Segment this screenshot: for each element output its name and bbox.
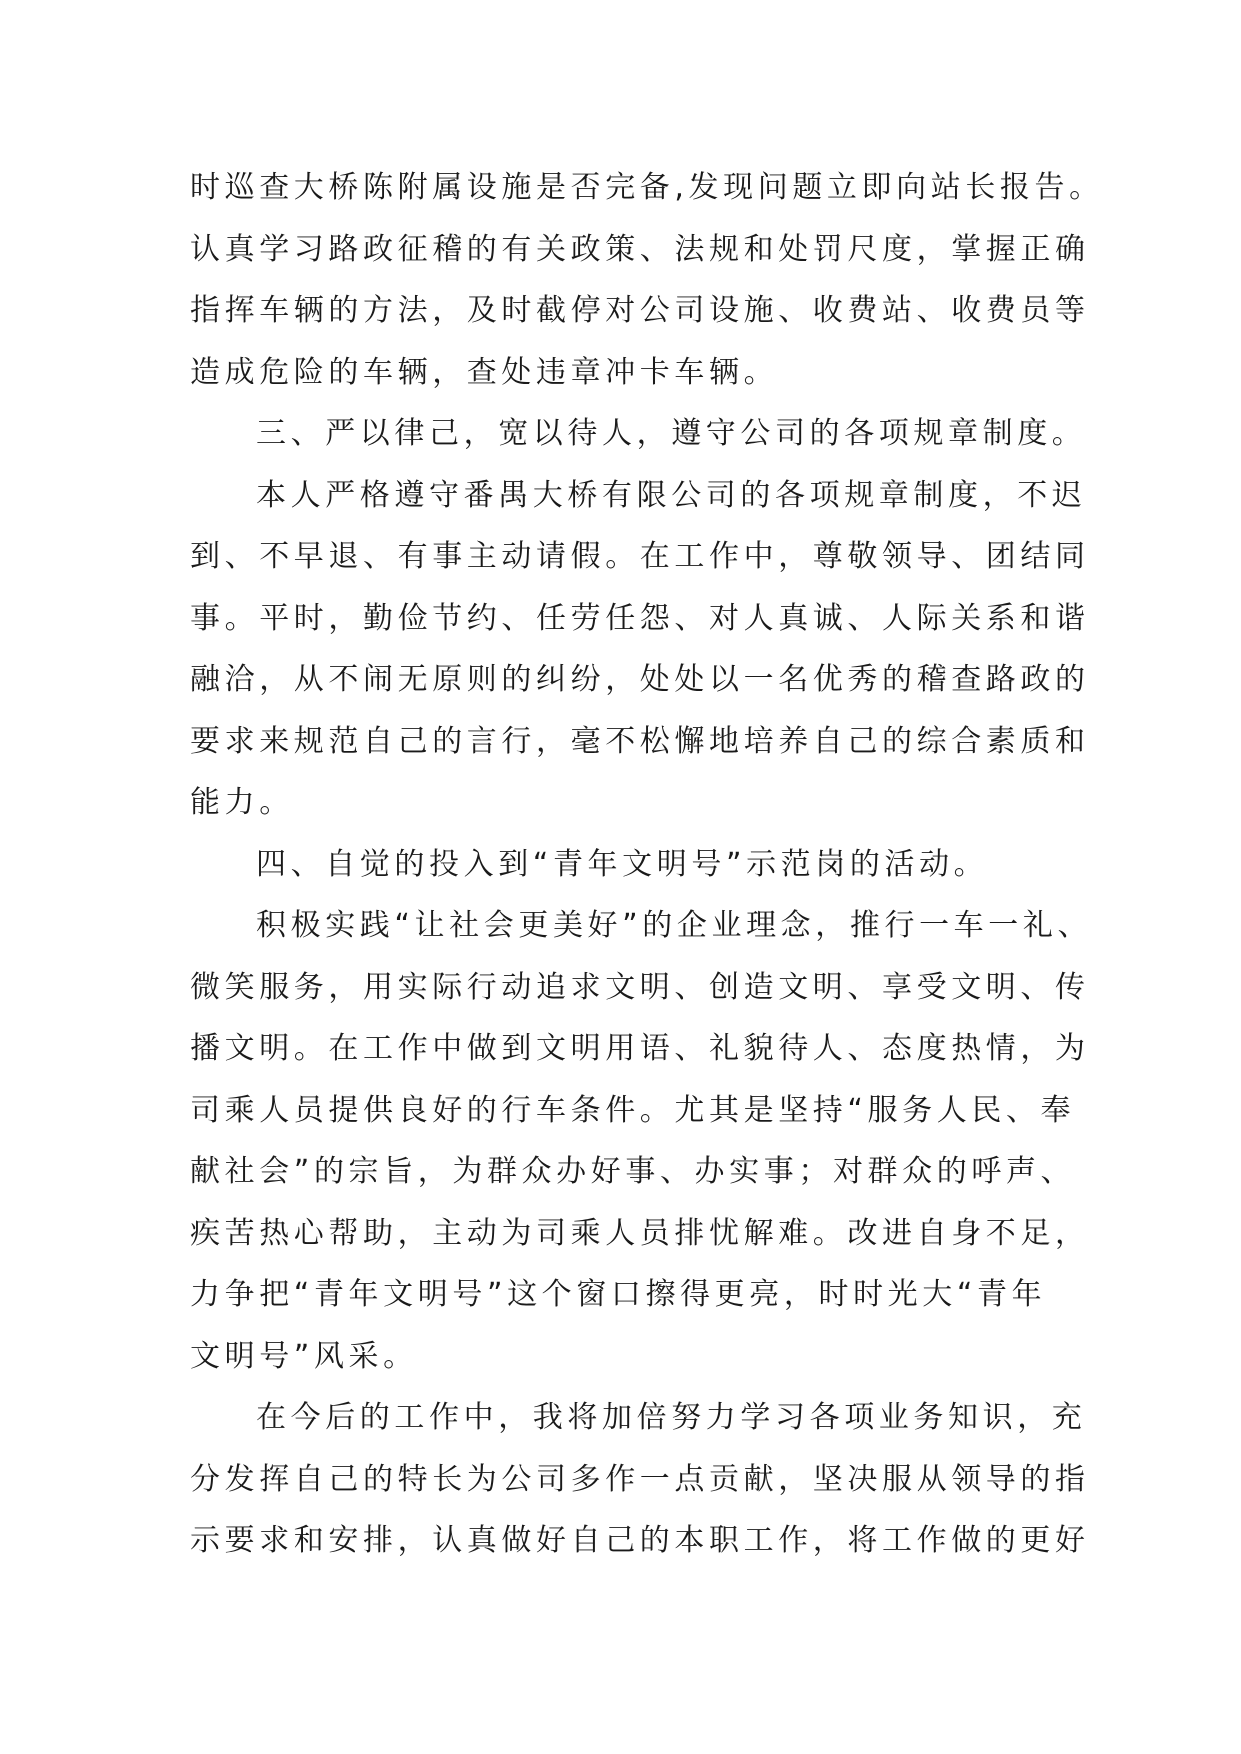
text-line: 微笑服务，用实际行动追求文明、创造文明、享受文明、传 xyxy=(190,969,1090,1005)
text-line: 疾苦热心帮助，主动为司乘人员排忧解难。改进自身不足， xyxy=(190,1215,1090,1251)
text-line: 分发挥自己的特长为公司多作一点贡献，坚决服从领导的指 xyxy=(190,1461,1090,1497)
text-line: 指挥车辆的方法，及时截停对公司设施、收费站、收费员等 xyxy=(190,293,1090,328)
text-line: 时巡查大桥陈附属设施是否完备,发现问题立即向站长报告。 xyxy=(190,170,1104,205)
text-line: 献社会”的宗旨，为群众办好事、办实事；对群众的呼声、 xyxy=(190,1154,1076,1189)
text-line: 示要求和安排，认真做好自己的本职工作，将工作做的更好 xyxy=(190,1523,1090,1558)
text-line: 能力。 xyxy=(190,785,294,820)
text-line: 积极实践“让社会更美好”的企业理念，推行一车一礼、 xyxy=(256,908,1093,943)
text-line: 造成危险的车辆，查处违章冲卡车辆。 xyxy=(190,354,779,390)
text-line: 在今后的工作中，我将加倍努力学习各项业务知识，充 xyxy=(256,1400,1087,1435)
text-line: 司乘人员提供良好的行车条件。尤其是坚持“服务人民、奉 xyxy=(190,1092,1076,1128)
text-line: 要求来规范自己的言行，毫不松懈地培养自己的综合素质和 xyxy=(190,723,1090,759)
text-line: 本人严格遵守番禺大桥有限公司的各项规章制度，不迟 xyxy=(256,477,1087,513)
text-line: 到、不早退、有事主动请假。在工作中，尊敬领导、团结同 xyxy=(190,539,1090,574)
document-body xyxy=(190,157,1104,1572)
text-line: 四、自觉的投入到“青年文明号”示范岗的活动。 xyxy=(256,846,989,882)
text-line: 认真学习路政征稽的有关政策、法规和处罚尺度，掌握正确 xyxy=(190,231,1090,267)
text-line: 融洽，从不闹无原则的纠纷，处处以一名优秀的稽查路政的 xyxy=(190,662,1090,697)
text-line: 文明号”风采。 xyxy=(190,1338,418,1374)
text-line: 三、严以律己，宽以待人，遵守公司的各项规章制度。 xyxy=(256,416,1087,451)
text-line: 播文明。在工作中做到文明用语、礼貌待人、态度热情，为 xyxy=(190,1031,1090,1066)
text-line: 事。平时，勤俭节约、任劳任怨、对人真诚、人际关系和谐 xyxy=(190,600,1090,636)
text-line: 力争把“青年文明号”这个窗口擦得更亮，时时光大“青年 xyxy=(190,1277,1047,1312)
